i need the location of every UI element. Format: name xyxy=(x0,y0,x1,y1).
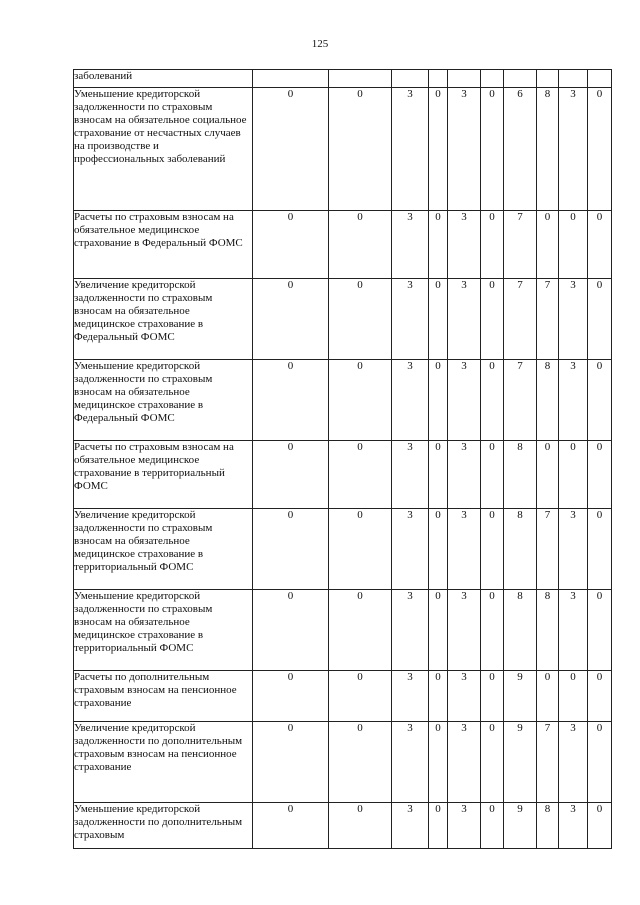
code-digit-cell: 8 xyxy=(504,590,537,671)
code-digit-cell: 3 xyxy=(559,509,588,590)
code-digit-cell: 0 xyxy=(253,722,329,803)
code-digit-cell: 3 xyxy=(392,279,429,360)
code-digit-cell xyxy=(504,70,537,88)
code-digit-cell: 0 xyxy=(329,211,392,279)
code-digit-cell: 3 xyxy=(448,441,481,509)
code-digit-cell: 0 xyxy=(329,88,392,211)
account-description: Уменьшение кредиторской задолженности по страховым взносам на обязательное социальное страхование от несчастных случаев на производстве и профессиональных заболеваний xyxy=(74,88,253,211)
code-digit-cell: 7 xyxy=(504,360,537,441)
code-digit-cell: 0 xyxy=(429,803,448,849)
code-digit-cell: 0 xyxy=(481,803,504,849)
code-digit-cell: 0 xyxy=(253,671,329,722)
code-digit-cell xyxy=(448,70,481,88)
account-description: Увеличение кредиторской задолженности по страховым взносам на обязательное медицинское страхование в территориальный ФОМС xyxy=(74,509,253,590)
code-digit-cell: 0 xyxy=(537,211,559,279)
code-digit-cell: 3 xyxy=(392,441,429,509)
page-number: 125 xyxy=(311,38,329,50)
code-digit-cell: 0 xyxy=(253,360,329,441)
code-digit-cell: 0 xyxy=(588,211,612,279)
table-row xyxy=(74,360,612,441)
code-digit-cell: 8 xyxy=(504,441,537,509)
code-digit-cell: 0 xyxy=(429,360,448,441)
code-digit-cell: 3 xyxy=(392,671,429,722)
code-digit-cell: 7 xyxy=(504,279,537,360)
code-digit-cell: 0 xyxy=(588,279,612,360)
code-digit-cell: 3 xyxy=(448,671,481,722)
code-digit-cell: 8 xyxy=(537,803,559,849)
code-digit-cell: 0 xyxy=(429,88,448,211)
code-digit-cell: 0 xyxy=(429,509,448,590)
code-digit-cell: 8 xyxy=(537,590,559,671)
code-digit-cell: 0 xyxy=(329,803,392,849)
code-digit-cell: 0 xyxy=(429,590,448,671)
code-digit-cell: 0 xyxy=(559,441,588,509)
account-description: Расчеты по страховым взносам на обязательное медицинское страхование в Федеральный ФОМС xyxy=(74,211,253,279)
account-description: Расчеты по дополнительным страховым взносам на пенсионное страхование xyxy=(74,671,253,722)
code-digit-cell xyxy=(559,70,588,88)
code-digit-cell: 7 xyxy=(537,279,559,360)
code-digit-cell xyxy=(481,70,504,88)
table-row xyxy=(74,509,612,590)
table-row xyxy=(74,441,612,509)
code-digit-cell: 0 xyxy=(537,441,559,509)
table-row xyxy=(74,590,612,671)
code-digit-cell: 0 xyxy=(481,441,504,509)
code-digit-cell: 3 xyxy=(392,509,429,590)
code-digit-cell xyxy=(253,70,329,88)
code-digit-cell: 3 xyxy=(448,88,481,211)
code-digit-cell: 3 xyxy=(448,279,481,360)
code-digit-cell: 3 xyxy=(448,211,481,279)
code-digit-cell: 0 xyxy=(588,88,612,211)
code-digit-cell: 0 xyxy=(253,590,329,671)
code-digit-cell: 0 xyxy=(329,279,392,360)
code-digit-cell: 3 xyxy=(559,279,588,360)
code-digit-cell: 9 xyxy=(504,722,537,803)
code-digit-cell: 0 xyxy=(481,211,504,279)
account-description: Расчеты по страховым взносам на обязательное медицинское страхование в территориальный ФОМС xyxy=(74,441,253,509)
code-digit-cell: 3 xyxy=(559,360,588,441)
code-digit-cell: 0 xyxy=(253,803,329,849)
code-digit-cell: 8 xyxy=(537,88,559,211)
code-digit-cell: 3 xyxy=(448,722,481,803)
code-digit-cell: 0 xyxy=(481,279,504,360)
code-digit-cell xyxy=(429,70,448,88)
account-description: Уменьшение кредиторской задолженности по страховым взносам на обязательное медицинское страхование в территориальный ФОМС xyxy=(74,590,253,671)
table-row xyxy=(74,70,612,88)
code-digit-cell: 8 xyxy=(537,360,559,441)
code-digit-cell: 0 xyxy=(481,360,504,441)
code-digit-cell xyxy=(329,70,392,88)
code-digit-cell: 0 xyxy=(588,441,612,509)
code-digit-cell: 3 xyxy=(392,211,429,279)
code-digit-cell: 3 xyxy=(559,803,588,849)
code-digit-cell: 7 xyxy=(504,211,537,279)
code-digit-cell: 0 xyxy=(588,671,612,722)
code-digit-cell: 0 xyxy=(329,722,392,803)
code-digit-cell: 0 xyxy=(588,360,612,441)
code-digit-cell: 0 xyxy=(429,211,448,279)
code-digit-cell: 0 xyxy=(588,590,612,671)
code-digit-cell: 3 xyxy=(448,590,481,671)
account-description: Уменьшение кредиторской задолженности по дополнительным страховым xyxy=(74,803,253,849)
code-digit-cell: 3 xyxy=(559,722,588,803)
code-digit-cell: 7 xyxy=(537,722,559,803)
code-digit-cell: 0 xyxy=(329,590,392,671)
table-row xyxy=(74,722,612,803)
code-digit-cell xyxy=(588,70,612,88)
code-digit-cell: 3 xyxy=(448,360,481,441)
code-digit-cell: 3 xyxy=(559,590,588,671)
table-row xyxy=(74,211,612,279)
code-digit-cell: 0 xyxy=(329,509,392,590)
account-description: Уменьшение кредиторской задолженности по страховым взносам на обязательное медицинское страхование в Федеральный ФОМС xyxy=(74,360,253,441)
code-digit-cell: 3 xyxy=(392,88,429,211)
code-digit-cell: 3 xyxy=(392,803,429,849)
code-digit-cell: 0 xyxy=(429,441,448,509)
code-digit-cell: 9 xyxy=(504,671,537,722)
code-digit-cell: 0 xyxy=(481,88,504,211)
code-digit-cell: 0 xyxy=(537,671,559,722)
code-digit-cell: 0 xyxy=(329,360,392,441)
code-digit-cell: 3 xyxy=(392,590,429,671)
account-code-table xyxy=(73,69,612,849)
code-digit-cell: 0 xyxy=(588,722,612,803)
code-digit-cell: 0 xyxy=(481,671,504,722)
code-digit-cell: 0 xyxy=(253,509,329,590)
code-digit-cell: 0 xyxy=(481,509,504,590)
code-digit-cell: 3 xyxy=(559,88,588,211)
table-row xyxy=(74,279,612,360)
code-digit-cell: 0 xyxy=(429,671,448,722)
code-digit-cell: 0 xyxy=(588,509,612,590)
code-digit-cell: 0 xyxy=(253,279,329,360)
code-digit-cell: 9 xyxy=(504,803,537,849)
code-digit-cell: 7 xyxy=(537,509,559,590)
code-digit-cell: 0 xyxy=(559,671,588,722)
table-row xyxy=(74,803,612,849)
code-digit-cell: 0 xyxy=(481,722,504,803)
code-digit-cell: 0 xyxy=(429,279,448,360)
code-digit-cell: 6 xyxy=(504,88,537,211)
code-digit-cell: 0 xyxy=(588,803,612,849)
code-digit-cell: 0 xyxy=(253,88,329,211)
account-description: Увеличение кредиторской задолженности по страховым взносам на обязательное медицинское страхование в Федеральный ФОМС xyxy=(74,279,253,360)
code-digit-cell: 0 xyxy=(253,211,329,279)
table-row xyxy=(74,88,612,211)
code-digit-cell xyxy=(537,70,559,88)
code-digit-cell: 0 xyxy=(253,441,329,509)
code-digit-cell: 8 xyxy=(504,509,537,590)
code-digit-cell: 3 xyxy=(392,722,429,803)
account-description: заболеваний xyxy=(74,70,253,88)
code-digit-cell: 0 xyxy=(429,722,448,803)
code-digit-cell: 3 xyxy=(392,360,429,441)
code-digit-cell: 0 xyxy=(559,211,588,279)
code-digit-cell: 0 xyxy=(329,441,392,509)
account-description: Увеличение кредиторской задолженности по дополнительным страховым взносам на пенсионное страхование xyxy=(74,722,253,803)
table-row xyxy=(74,671,612,722)
code-digit-cell: 0 xyxy=(481,590,504,671)
code-digit-cell xyxy=(392,70,429,88)
code-digit-cell: 3 xyxy=(448,509,481,590)
code-digit-cell: 3 xyxy=(448,803,481,849)
code-digit-cell: 0 xyxy=(329,671,392,722)
